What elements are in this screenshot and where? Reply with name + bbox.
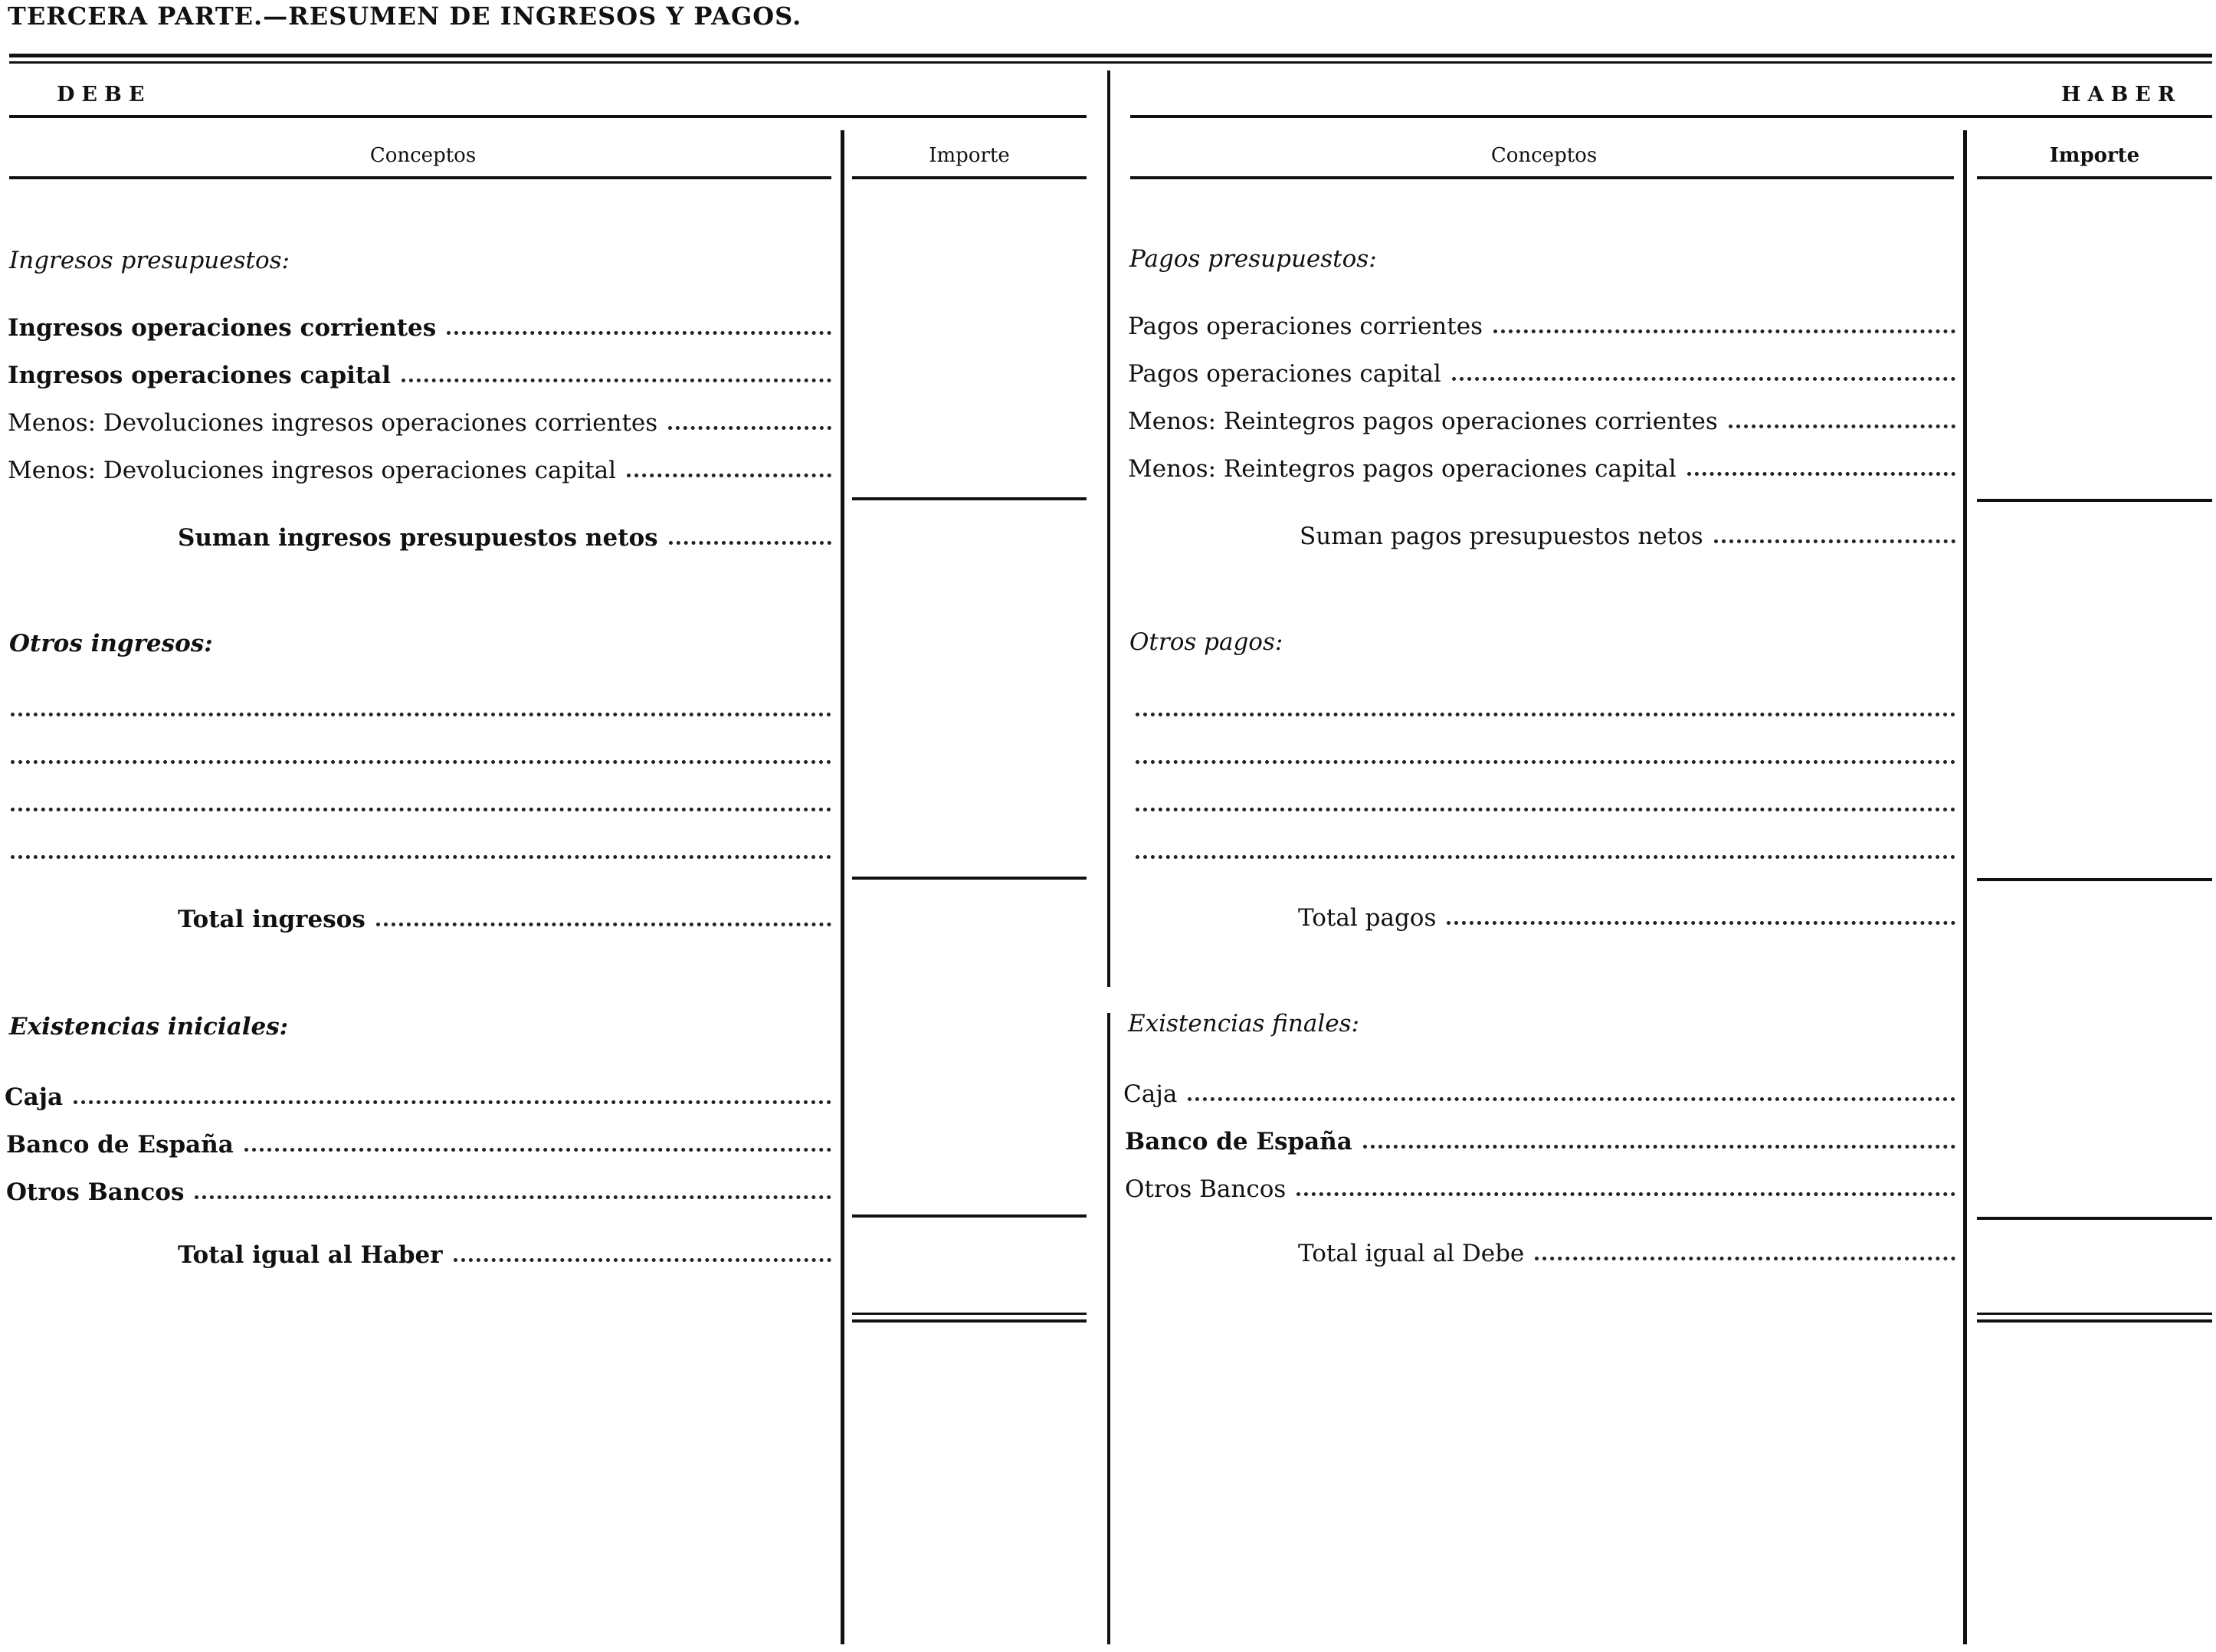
haber-row-label: Pagos operaciones corrientes [1128, 313, 1483, 340]
debe-blank-row [8, 835, 831, 866]
debe-row-label: Menos: Devoluciones ingresos operaciones capital [8, 457, 617, 484]
haber-row-total [1298, 901, 1955, 932]
leader-dots [402, 379, 831, 382]
leader-dots [1188, 1097, 1955, 1101]
page-title: TERCERA PARTE.—RESUMEN DE INGRESOS Y PAGOS. [8, 2, 802, 31]
haber-header-rule [1130, 115, 2212, 118]
debe-row-label: Caja [5, 1083, 64, 1111]
center-divider-lower [1107, 1013, 1110, 1644]
debe-subtotal-rule [852, 497, 1087, 500]
debe-header-rule [9, 115, 1087, 118]
leader-dots [454, 1258, 831, 1262]
debe-blank-row [8, 740, 831, 771]
leader-dots [74, 1100, 831, 1104]
haber-blank-row [1133, 788, 1955, 818]
haber-total-label: Total pagos [1298, 904, 1437, 932]
haber-row-label: Otros Bancos [1125, 1175, 1287, 1203]
leader-dots [1729, 424, 1955, 428]
debe-row-operaciones-corrientes [8, 311, 831, 342]
leader-dots [11, 760, 831, 764]
leader-dots [1687, 472, 1955, 476]
debe-existencias-rule [852, 1214, 1087, 1218]
haber-row-label: Banco de España [1125, 1128, 1352, 1155]
debe-label: DEBE [57, 83, 152, 107]
center-divider-upper [1107, 70, 1110, 987]
debe-row-otros-bancos [6, 1175, 831, 1206]
haber-row-label: Menos: Reintegros pagos operaciones corrientes [1128, 408, 1718, 435]
haber-col-rule-importe [1977, 176, 2212, 179]
haber-blank-row [1133, 835, 1955, 866]
haber-divider [1963, 130, 1967, 1644]
haber-otros-title: Otros pagos: [1129, 628, 1283, 656]
leader-dots [1296, 1192, 1955, 1196]
debe-col-importe: Importe [929, 144, 1010, 167]
leader-dots [1136, 713, 1955, 716]
debe-row-banco-espana [6, 1128, 831, 1159]
haber-row-label: Menos: Reintegros pagos operaciones capital [1128, 455, 1677, 483]
debe-row-label: Banco de España [6, 1131, 234, 1159]
haber-subtotal-rule [1977, 499, 2212, 502]
leader-dots [669, 541, 831, 545]
haber-row-label: Pagos operaciones capital [1128, 360, 1441, 388]
haber-suman-label: Suman pagos presupuestos netos [1300, 523, 1703, 550]
debe-suman-label: Suman ingresos presupuestos netos [178, 524, 658, 552]
leader-dots [11, 855, 831, 859]
debe-row-devoluciones-corrientes [8, 406, 831, 437]
haber-row-label: Caja [1123, 1080, 1178, 1108]
leader-dots [11, 713, 831, 716]
leader-dots [1136, 855, 1955, 859]
leader-dots [1136, 808, 1955, 811]
haber-total-rule [1977, 878, 2212, 881]
haber-row-reintegros-corrientes [1128, 405, 1955, 435]
leader-dots [11, 808, 831, 811]
haber-row-reintegros-capital [1128, 452, 1955, 483]
debe-divider [841, 130, 844, 1644]
leader-dots [1714, 539, 1955, 543]
debe-final-double-rule-upper [852, 1313, 1087, 1315]
top-double-rule-lower [9, 61, 2212, 64]
debe-total-igual-label: Total igual al Haber [178, 1241, 443, 1269]
haber-col-conceptos: Conceptos [1490, 144, 1598, 167]
debe-row-total-igual [178, 1238, 831, 1269]
leader-dots [668, 426, 831, 430]
debe-col-rule-importe [852, 176, 1087, 179]
leader-dots [1447, 921, 1955, 925]
haber-blank-row [1133, 693, 1955, 723]
debe-blank-row [8, 788, 831, 818]
leader-dots [627, 474, 831, 477]
leader-dots [1363, 1145, 1955, 1149]
debe-col-conceptos: Conceptos [369, 144, 477, 167]
haber-row-caja [1123, 1077, 1955, 1108]
debe-total-rule [852, 877, 1087, 880]
haber-col-importe: Importe [2049, 144, 2140, 167]
haber-final-double-rule-lower [1977, 1319, 2212, 1323]
haber-row-operaciones-capital [1128, 357, 1955, 388]
haber-final-double-rule-upper [1977, 1313, 2212, 1315]
debe-row-devoluciones-capital [8, 454, 831, 484]
debe-otros-title: Otros ingresos: [9, 630, 213, 657]
haber-row-banco-espana [1125, 1125, 1955, 1155]
debe-row-operaciones-capital [8, 359, 831, 389]
debe-row-label: Ingresos operaciones corrientes [8, 314, 437, 342]
haber-blank-row [1133, 740, 1955, 771]
leader-dots [1452, 377, 1955, 381]
debe-total-label: Total ingresos [178, 906, 366, 933]
debe-existencias-title: Existencias iniciales: [9, 1013, 289, 1041]
top-double-rule-upper [9, 54, 2212, 57]
leader-dots [195, 1195, 831, 1199]
debe-row-label: Menos: Devoluciones ingresos operaciones corrientes [8, 409, 658, 437]
debe-row-suman [178, 521, 831, 552]
haber-existencias-rule [1977, 1217, 2212, 1220]
debe-row-label: Ingresos operaciones capital [8, 362, 392, 389]
debe-row-label: Otros Bancos [6, 1178, 185, 1206]
haber-presupuestos-title: Pagos presupuestos: [1129, 245, 1377, 273]
debe-row-total [178, 903, 831, 933]
debe-presupuestos-title: Ingresos presupuestos: [9, 247, 290, 274]
debe-final-double-rule-lower [852, 1319, 1087, 1323]
leader-dots [1136, 760, 1955, 764]
haber-label: HABER [2061, 83, 2182, 107]
leader-dots [1493, 329, 1955, 333]
debe-col-rule-conceptos [9, 176, 831, 179]
haber-total-igual-label: Total igual al Debe [1298, 1240, 1525, 1267]
leader-dots [1535, 1257, 1955, 1260]
haber-row-operaciones-corrientes [1128, 310, 1955, 340]
haber-row-otros-bancos [1125, 1172, 1955, 1203]
haber-col-rule-conceptos [1130, 176, 1954, 179]
debe-row-caja [5, 1080, 831, 1111]
haber-row-total-igual [1298, 1237, 1955, 1267]
haber-row-suman [1300, 520, 1955, 550]
leader-dots [244, 1148, 831, 1152]
leader-dots [447, 331, 831, 335]
leader-dots [376, 923, 831, 926]
debe-blank-row [8, 693, 831, 723]
haber-existencias-title: Existencias finales: [1128, 1010, 1359, 1037]
